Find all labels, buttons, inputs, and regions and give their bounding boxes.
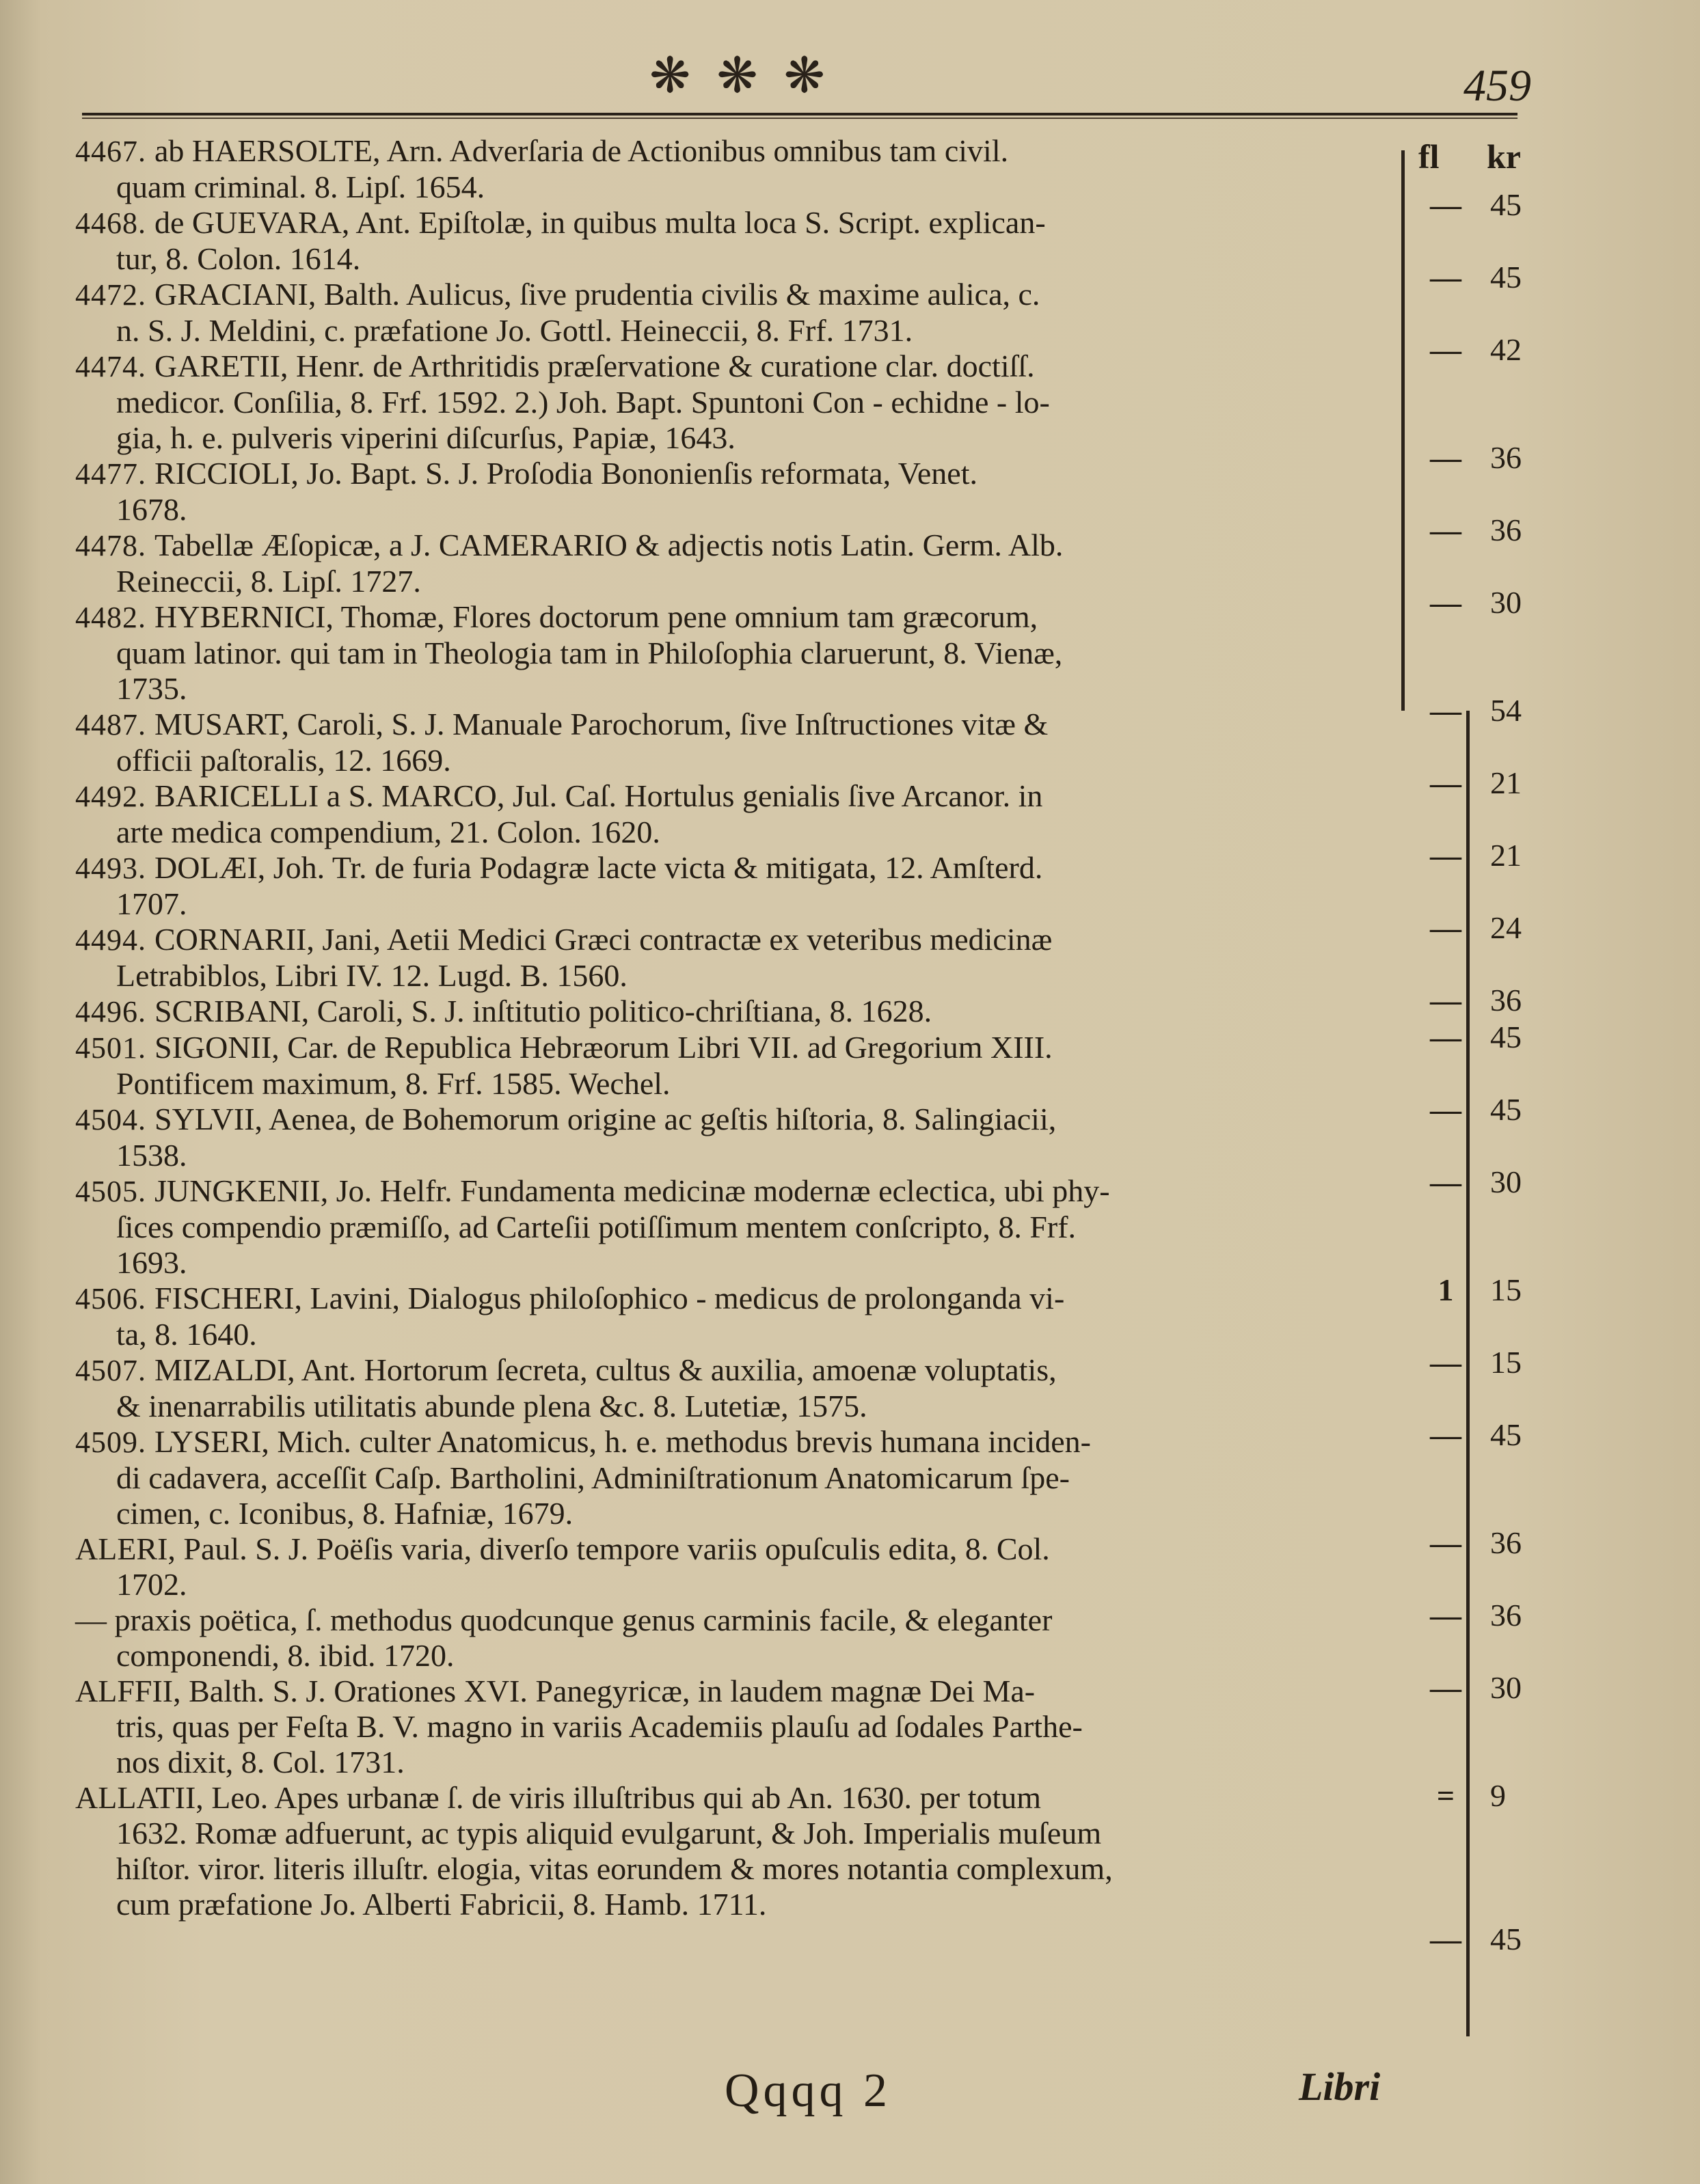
entry-text: hiſtor. viror. literis illuſtr. elogia, vitas eorundem & mores notantia complexum, [116,1851,1113,1886]
catalog-entry [75,349,1394,456]
entry-first-line [75,1173,1394,1210]
price-row [1408,1344,1586,1380]
entry-text: HYBERNICI, Thomæ, Flores doctorum pene omnium tam græcorum, [154,599,1038,634]
entry-continuation-line [75,241,1394,277]
entry-number: 4482. [75,601,154,634]
catalog-entry [75,1780,1394,1922]
catalog-entry [75,1674,1394,1780]
entry-number: 4467. [75,135,154,168]
entry-first-line [75,1352,1394,1389]
entry-text: medicor. Conſilia, 8. Frf. 1592. 2.) Joh. Bapt. Spuntoni Con - echidne - lo- [116,385,1050,420]
catalog-entry [75,1352,1394,1424]
price-florin: — [1430,332,1461,367]
price-florin: — [1430,1417,1461,1452]
price-florin: — [1430,1092,1461,1127]
entry-continuation-line [75,564,1394,599]
price-kreuzer: 36 [1490,1525,1522,1560]
price-florin: — [1430,260,1461,295]
entry-number: 4501. [75,1031,154,1065]
price-kreuzer: 36 [1490,440,1522,475]
price-row [1408,1019,1586,1054]
entry-number: 4468. [75,206,154,240]
entry-text: n. S. J. Meldini, c. præfatione Jo. Gottl. Heineccii, 8. Frf. 1731. [116,313,913,348]
entry-first-line [75,528,1394,564]
entry-first-line [75,133,1394,169]
entry-first-line [75,1780,1394,1816]
entry-number: 4474. [75,350,154,383]
entry-continuation-line [75,169,1394,205]
entry-continuation-line [75,1066,1394,1102]
price-row [1408,1777,1586,1813]
catalog-entry [75,1424,1394,1531]
price-florin: 1 [1438,1272,1454,1307]
entry-continuation-line [75,1460,1394,1496]
price-kreuzer: 36 [1490,513,1522,547]
price-florin: — [1430,1345,1461,1380]
price-row [1408,910,1586,945]
entry-first-line [75,778,1394,815]
catalog-entry [75,1281,1394,1352]
entry-first-line [75,205,1394,241]
entry-first-line [75,850,1394,886]
price-kreuzer: 21 [1490,765,1522,800]
price-kreuzer: 42 [1490,332,1522,367]
entry-continuation-line [75,671,1394,707]
price-row [1408,692,1586,728]
entry-first-line [75,922,1394,958]
price-row [1408,1597,1586,1633]
catalog-entry [75,1030,1394,1102]
catalog-entry [75,1173,1394,1281]
entry-number: 4494. [75,923,154,957]
entry-number: 4504. [75,1103,154,1136]
price-kreuzer: 9 [1490,1778,1506,1813]
entry-continuation-line [75,1816,1394,1851]
entry-text: — praxis poëtica, ſ. methodus quodcunque genus carminis facile, & eleganter [75,1602,1053,1637]
entry-text: CORNARII, Jani, Aetii Medici Græci contractæ ex veteribus medicinæ [154,922,1053,957]
price-row [1408,1921,1586,1956]
catalog-entry [75,1602,1394,1674]
entry-text: 1632. Romæ adfuerunt, ac typis aliquid evulgarunt, & Joh. Imperialis muſeum [116,1816,1102,1851]
entry-continuation-line [75,1851,1394,1887]
price-row [1408,837,1586,873]
header-ornament: ❋ ❋ ❋ [649,48,832,103]
catalog-entry [75,850,1394,922]
price-row [1408,584,1586,620]
entry-text: 1538. [116,1138,187,1173]
entry-first-line [75,1102,1394,1138]
entry-text: JUNGKENII, Jo. Helfr. Fundamenta medicinæ modernæ eclectica, ubi phy- [154,1173,1110,1208]
catalog-entry [75,1102,1394,1173]
entry-continuation-line [75,492,1394,528]
price-kreuzer: 30 [1490,585,1522,620]
price-florin: — [1430,1598,1461,1633]
price-florin: — [1430,693,1461,728]
entry-continuation-line [75,1245,1394,1281]
entry-number: 4487. [75,708,154,741]
entry-first-line [75,1030,1394,1066]
entry-text: ab HAERSOLTE, Arn. Adverſaria de Actionibus omnibus tam civil. [154,133,1009,168]
price-kreuzer: 45 [1490,1922,1522,1956]
entry-continuation-line [75,1638,1394,1674]
entry-first-line [75,277,1394,313]
entry-continuation-line [75,1210,1394,1245]
price-florin: — [1430,1525,1461,1560]
entry-text: Letrabiblos, Libri IV. 12. Lugd. B. 1560. [116,958,628,993]
entry-number: 4478. [75,529,154,562]
price-kreuzer: 45 [1490,187,1522,222]
catchword: Libri [1299,2064,1381,2109]
entry-text: 1693. [116,1245,187,1280]
price-kreuzer: 30 [1490,1670,1522,1705]
price-florin: — [1430,187,1461,222]
price-florin: — [1430,910,1461,945]
entry-text: BARICELLI a S. MARCO, Jul. Caſ. Hortulus genialis ſive Arcanor. in [154,778,1043,813]
entry-number: 4472. [75,278,154,312]
entry-number: 4509. [75,1425,154,1459]
entry-first-line [75,1674,1394,1709]
entry-first-line [75,1281,1394,1317]
entry-continuation-line [75,958,1394,994]
price-kreuzer: 15 [1490,1272,1522,1307]
entry-first-line [75,1424,1394,1460]
entry-number: 4477. [75,457,154,491]
price-row [1408,1669,1586,1705]
catalog-entry [75,205,1394,277]
entry-continuation-line [75,1496,1394,1531]
catalog-entry [75,528,1394,599]
entry-text: SCRIBANI, Caroli, S. J. inſtitutio politico-chriſtiana, 8. 1628. [154,994,932,1028]
price-kreuzer: 30 [1490,1164,1522,1199]
entry-first-line [75,349,1394,385]
entry-text: nos dixit, 8. Col. 1731. [116,1745,405,1779]
price-kreuzer: 24 [1490,910,1522,945]
header-rule [82,113,1517,115]
column-header-kr: kr [1487,137,1521,176]
entry-continuation-line [75,1389,1394,1424]
entry-number: 4496. [75,995,154,1028]
entry-text: Pontificem maximum, 8. Frf. 1585. Wechel. [116,1066,671,1101]
entry-first-line [75,456,1394,492]
entry-text: quam criminal. 8. Lipſ. 1654. [116,169,485,204]
entry-text: di cadavera, acceſſit Caſp. Bartholini, Adminiſtrationum Anatomicarum ſpe- [116,1460,1070,1495]
price-row [1408,259,1586,295]
header-rule-thin [82,118,1517,119]
entry-text: GARETII, Henr. de Arthritidis præſervatione & curatione clar. doctiſſ. [154,349,1035,383]
entry-text: SIGONII, Car. de Republica Hebræorum Libri VII. ad Gregorium XIII. [154,1030,1053,1065]
price-row [1408,331,1586,367]
price-kreuzer: 54 [1490,693,1522,728]
entry-text: & inenarrabilis utilitatis abunde plena &c. 8. Lutetiæ, 1575. [116,1389,867,1423]
entry-text: 1707. [116,886,187,921]
price-kreuzer: 45 [1490,1417,1522,1452]
price-florin: — [1430,1922,1461,1956]
entry-continuation-line [75,420,1394,456]
price-column-rule-left [1401,150,1405,711]
price-florin: — [1430,1670,1461,1705]
catalog-entry [75,277,1394,349]
entry-number: 4505. [75,1175,154,1208]
price-florin: — [1430,838,1461,873]
price-kreuzer: 36 [1490,1598,1522,1633]
entry-text: tris, quas per Feſta B. V. magno in variis Academiis plauſu ad ſodales Parthe- [116,1709,1083,1744]
price-kreuzer: 21 [1490,838,1522,873]
entry-text: 1678. [116,492,187,527]
entry-text: gia, h. e. pulveris viperini diſcurſus, Papiæ, 1643. [116,420,736,455]
entry-text: officii paſtoralis, 12. 1669. [116,743,451,778]
price-florin: — [1430,585,1461,620]
entry-first-line [75,707,1394,743]
price-row [1408,1525,1586,1560]
entry-continuation-line [75,743,1394,778]
catalog-entry [75,599,1394,707]
catalog-entry [75,133,1394,205]
entry-text: componendi, 8. ibid. 1720. [116,1638,455,1673]
entry-first-line [75,1531,1394,1567]
entry-text: 1702. [116,1567,187,1602]
entry-text: cum præfatione Jo. Alberti Fabricii, 8. Hamb. 1711. [116,1887,767,1922]
column-header-fl: fl [1418,137,1440,176]
entry-text: quam latinor. qui tam in Theologia tam in Philoſophia claruerunt, 8. Vienæ, [116,636,1063,670]
price-kreuzer: 36 [1490,983,1522,1018]
catalog-entry [75,1531,1394,1602]
entry-text: GRACIANI, Balth. Aulicus, ſive prudentia civilis & maxime aulica, c. [154,277,1040,312]
entry-text: RICCIOLI, Jo. Bapt. S. J. Proſodia Bononienſis reformata, Venet. [154,456,977,491]
entry-continuation-line [75,815,1394,850]
price-kreuzer: 15 [1490,1345,1522,1380]
price-row [1408,1091,1586,1127]
entry-continuation-line [75,385,1394,420]
entry-text: LYSERI, Mich. culter Anatomicus, h. e. methodus brevis humana inciden- [154,1424,1092,1459]
catalog-entry [75,922,1394,994]
entry-first-line [75,599,1394,636]
entry-continuation-line [75,1745,1394,1780]
entry-text: Reineccii, 8. Lipſ. 1727. [116,564,421,599]
price-florin: — [1430,1164,1461,1199]
catalog-entry [75,456,1394,528]
entry-continuation-line [75,636,1394,671]
page-number: 459 [1463,61,1531,111]
entry-continuation-line [75,1567,1394,1602]
price-florin: — [1430,983,1461,1018]
entry-text: FISCHERI, Lavini, Dialogus philoſophico - medicus de prolonganda vi- [154,1281,1065,1315]
price-row [1408,765,1586,800]
catalog-listing [75,133,1394,1922]
entry-text: ALFFII, Balth. S. J. Orationes XVI. Panegyricæ, in laudem magnæ Dei Ma- [75,1674,1036,1708]
price-row [1408,439,1586,475]
entry-text: Tabellæ Æſopicæ, a J. CAMERARIO & adjectis notis Latin. Germ. Alb. [154,528,1064,562]
catalog-entry [75,994,1394,1030]
signature-mark: Qqqq 2 [725,2064,892,2117]
price-row [1408,512,1586,547]
entry-text: ta, 8. 1640. [116,1317,257,1352]
entry-text: MUSART, Caroli, S. J. Manuale Parochorum, ſive Inſtructiones vitæ & [154,707,1049,741]
entry-number: 4507. [75,1354,154,1387]
entry-text: arte medica compendium, 21. Colon. 1620. [116,815,660,849]
entry-first-line [75,1602,1394,1638]
price-kreuzer: 45 [1490,260,1522,295]
entry-continuation-line [75,313,1394,349]
entry-first-line [75,994,1394,1030]
price-florin: — [1430,765,1461,800]
price-florin: — [1430,513,1461,547]
entry-continuation-line [75,1887,1394,1922]
price-kreuzer: 45 [1490,1020,1522,1054]
entry-continuation-line [75,886,1394,922]
price-row [1408,1164,1586,1199]
entry-text: MIZALDI, Ant. Hortorum ſecreta, cultus & auxilia, amoenæ voluptatis, [154,1352,1057,1387]
price-florin: = [1436,1778,1455,1813]
catalog-entry [75,778,1394,850]
entry-text: cimen, c. Iconibus, 8. Hafniæ, 1679. [116,1496,574,1531]
entry-text: ALERI, Paul. S. J. Poëſis varia, diverſo tempore variis opuſculis edita, 8. Col. [75,1531,1050,1566]
entry-text: DOLÆI, Joh. Tr. de furia Podagræ lacte victa & mitigata, 12. Amſterd. [154,850,1043,885]
entry-number: 4493. [75,851,154,885]
entry-text: de GUEVARA, Ant. Epiſtolæ, in quibus multa loca S. Script. explican- [154,205,1046,240]
entry-text: ſices compendio præmiſſo, ad Carteſii potiſſimum mentem conſcripto, 8. Frf. [116,1210,1077,1244]
entry-text: SYLVII, Aenea, de Bohemorum origine ac geſtis hiſtoria, 8. Salingiacii, [154,1102,1057,1136]
entry-continuation-line [75,1709,1394,1745]
entry-text: 1735. [116,671,187,706]
price-row [1408,1417,1586,1452]
price-kreuzer: 45 [1490,1092,1522,1127]
price-florin: — [1430,440,1461,475]
entry-number: 4506. [75,1282,154,1315]
entry-text: tur, 8. Colon. 1614. [116,241,361,276]
price-row [1408,982,1586,1018]
entry-number: 4492. [75,780,154,813]
price-row [1408,1272,1586,1307]
entry-continuation-line [75,1138,1394,1173]
price-florin: — [1430,1020,1461,1054]
entry-text: ALLATII, Leo. Apes urbanæ ſ. de viris illuſtribus qui ab An. 1630. per totum [75,1780,1042,1815]
catalog-entry [75,707,1394,778]
price-row [1408,187,1586,222]
entry-continuation-line [75,1317,1394,1352]
